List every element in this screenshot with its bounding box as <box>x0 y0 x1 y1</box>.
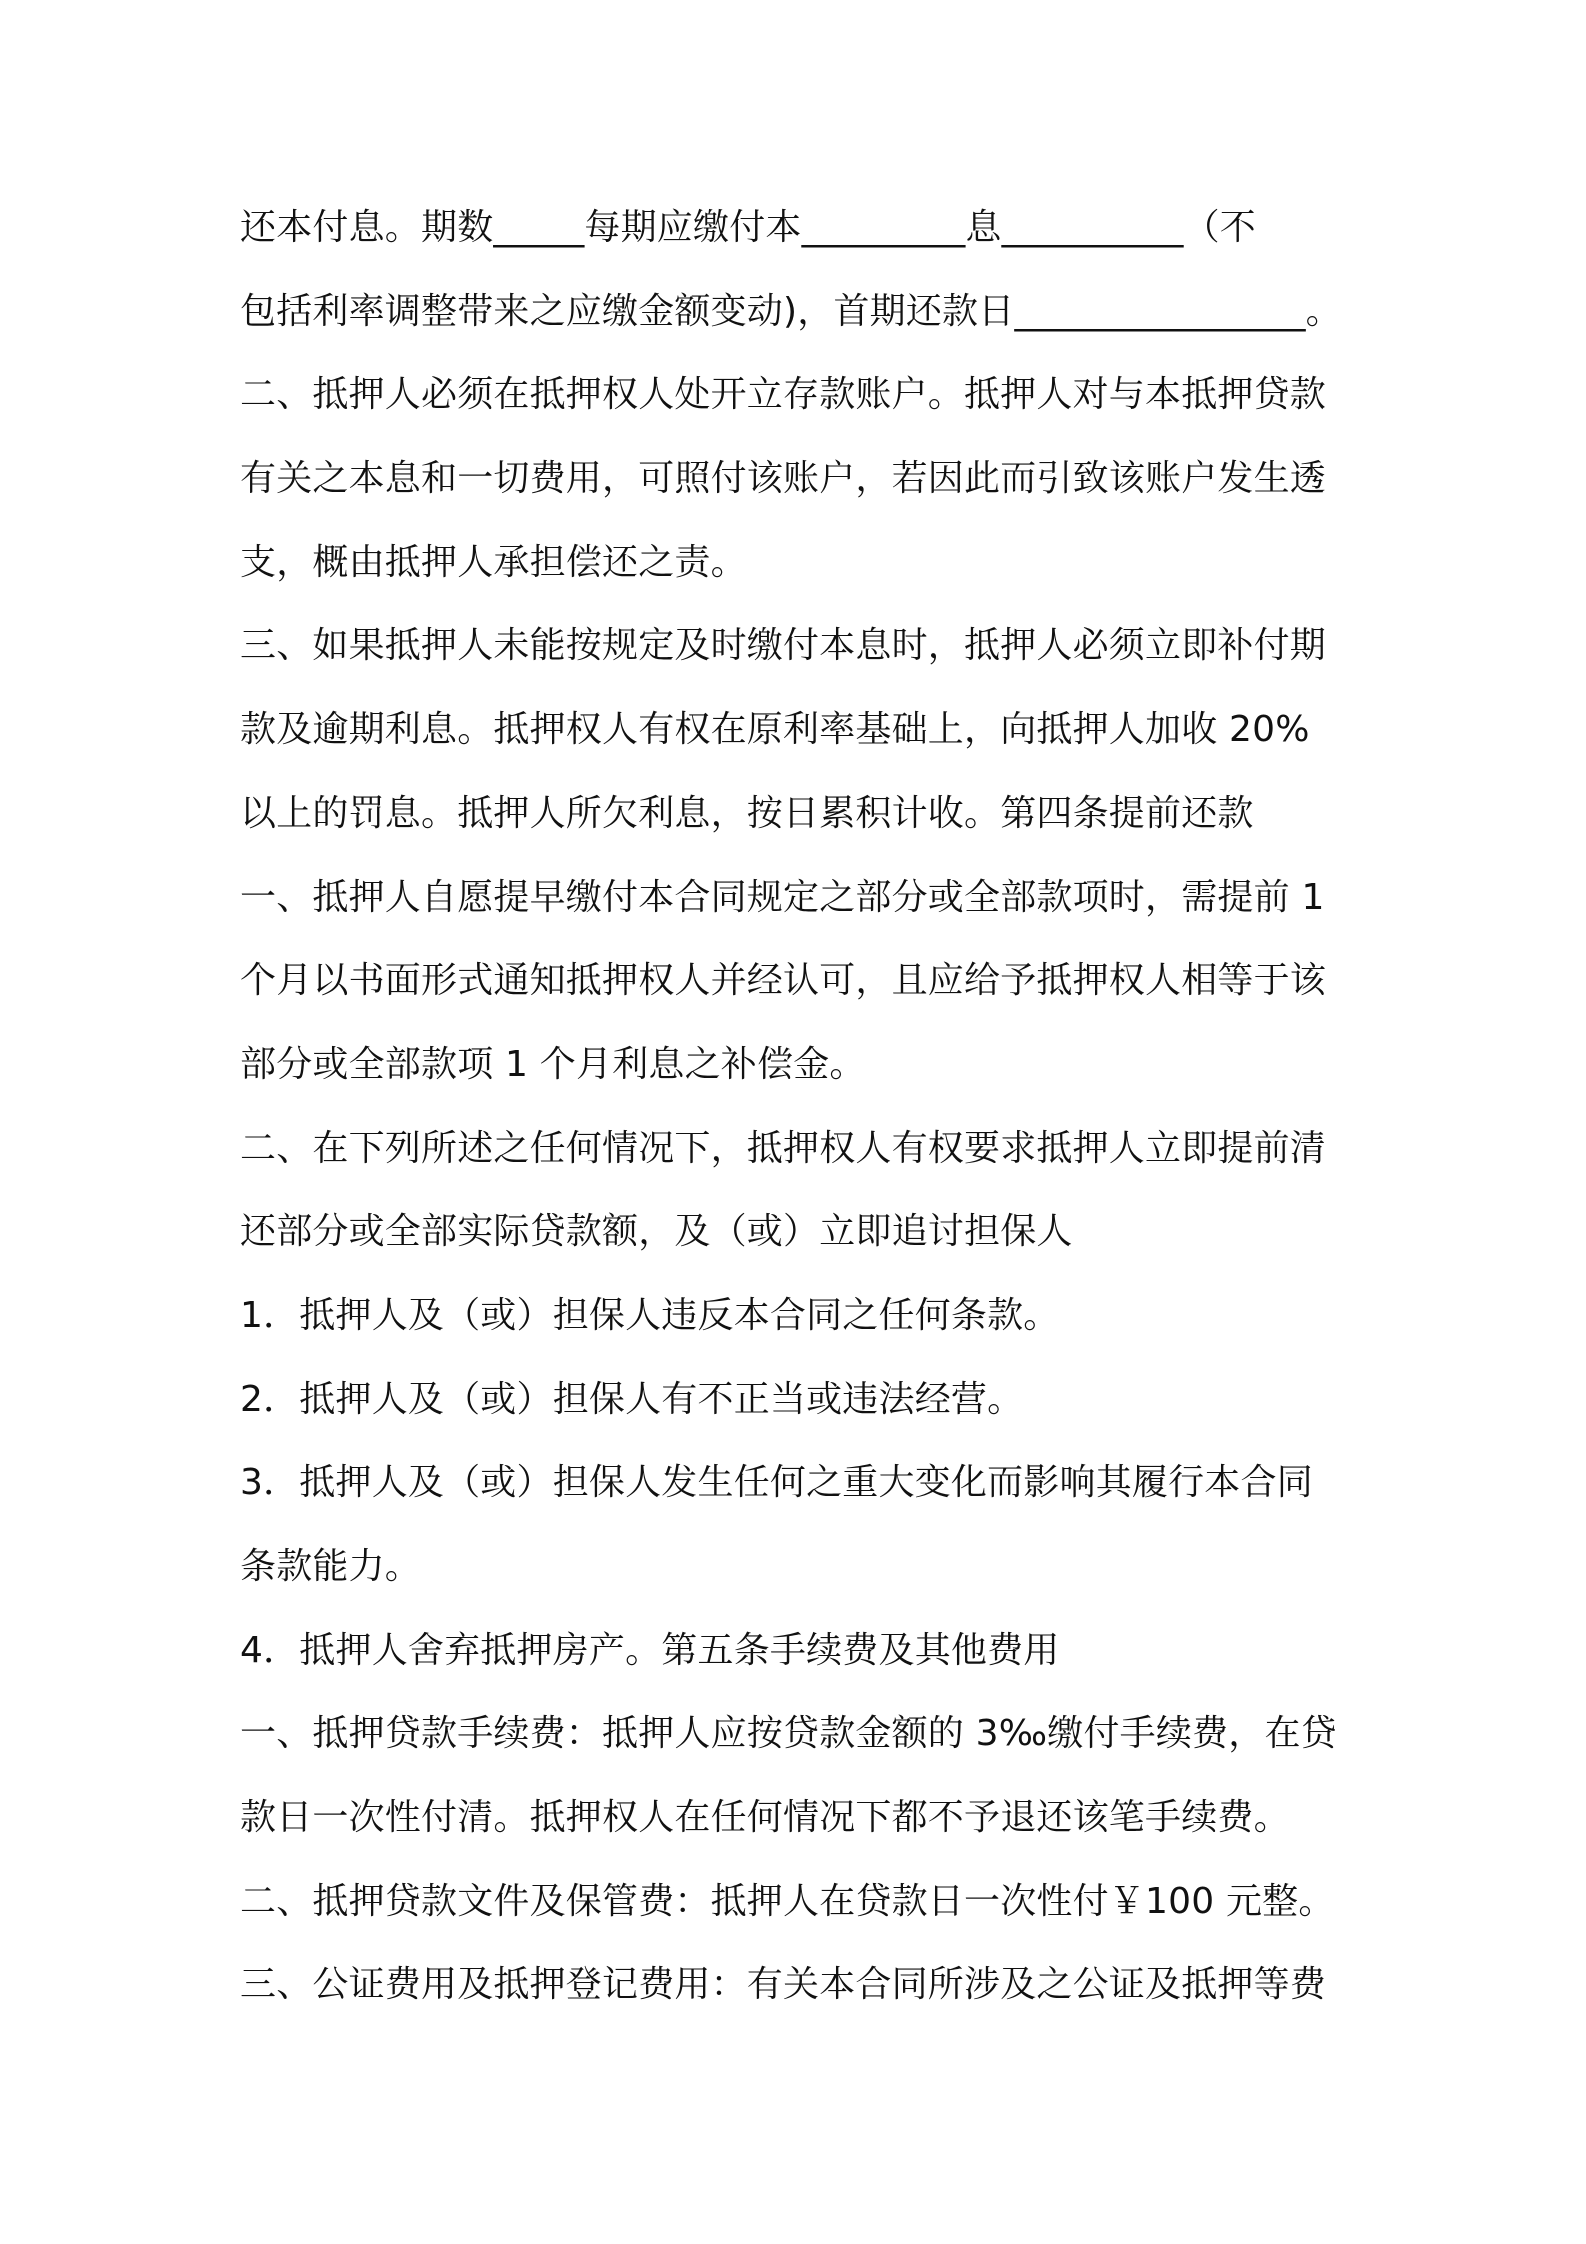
text-line: 部分或全部款项 1 个月利息之补偿金。 <box>240 1043 866 1085</box>
text-line: 3．抵押人及（或）担保人发生任何之重大变化而影响其履行本合同 <box>240 1462 1313 1504</box>
text-line: 三、公证费用及抵押登记费用：有关本合同所涉及之公证及抵押等费 <box>240 1964 1327 2006</box>
text-line: 2．抵押人及（或）担保人有不正当或违法经营。 <box>240 1378 1024 1420</box>
text-line: 一、抵押人自愿提早缴付本合同规定之部分或全部款项时，需提前 1 <box>240 876 1325 918</box>
text-line: 一、抵押贷款手续费：抵押人应按贷款金额的 3‰缴付手续费，在贷 <box>240 1713 1337 1755</box>
document-body <box>240 203 1370 2044</box>
text-line: 1．抵押人及（或）担保人违反本合同之任何条款。 <box>240 1294 1060 1336</box>
text-line: 还本付息。期数_____每期应缴付本_________息__________（不 <box>240 207 1257 248</box>
text-line: 二、抵押人必须在抵押权人处开立存款账户。抵押人对与本抵押贷款 <box>240 374 1327 416</box>
text-line: 4．抵押人舍弃抵押房产。第五条手续费及其他费用 <box>240 1629 1060 1671</box>
text-line: 二、在下列所述之任何情况下，抵押权人有权要求抵押人立即提前清 <box>240 1127 1327 1169</box>
text-line: 款及逾期利息。抵押权人有权在原利率基础上，向抵押人加收 20% <box>240 709 1310 751</box>
text-line: 三、如果抵押人未能按规定及时缴付本息时，抵押人必须立即补付期 <box>240 625 1327 667</box>
text-line: 包括利率调整带来之应缴金额变动)，首期还款日________________。 <box>240 290 1342 332</box>
text-line: 还部分或全部实际贷款额，及（或）立即追讨担保人 <box>240 1211 1073 1253</box>
text-line: 款日一次性付清。抵押权人在任何情况下都不予退还该笔手续费。 <box>240 1797 1290 1839</box>
text-line: 支，概由抵押人承担偿还之责。 <box>240 541 747 583</box>
text-line: 个月以书面形式通知抵押权人并经认可，且应给予抵押权人相等于该 <box>240 960 1327 1002</box>
text-line: 条款能力。 <box>240 1546 422 1587</box>
text-line: 有关之本息和一切费用，可照付该账户，若因此而引致该账户发生透 <box>240 458 1327 500</box>
text-line: 二、抵押贷款文件及保管费：抵押人在贷款日一次性付￥100 元整。 <box>240 1880 1335 1922</box>
text-line: 以上的罚息。抵押人所欠利息，按日累积计收。第四条提前还款 <box>240 792 1254 834</box>
